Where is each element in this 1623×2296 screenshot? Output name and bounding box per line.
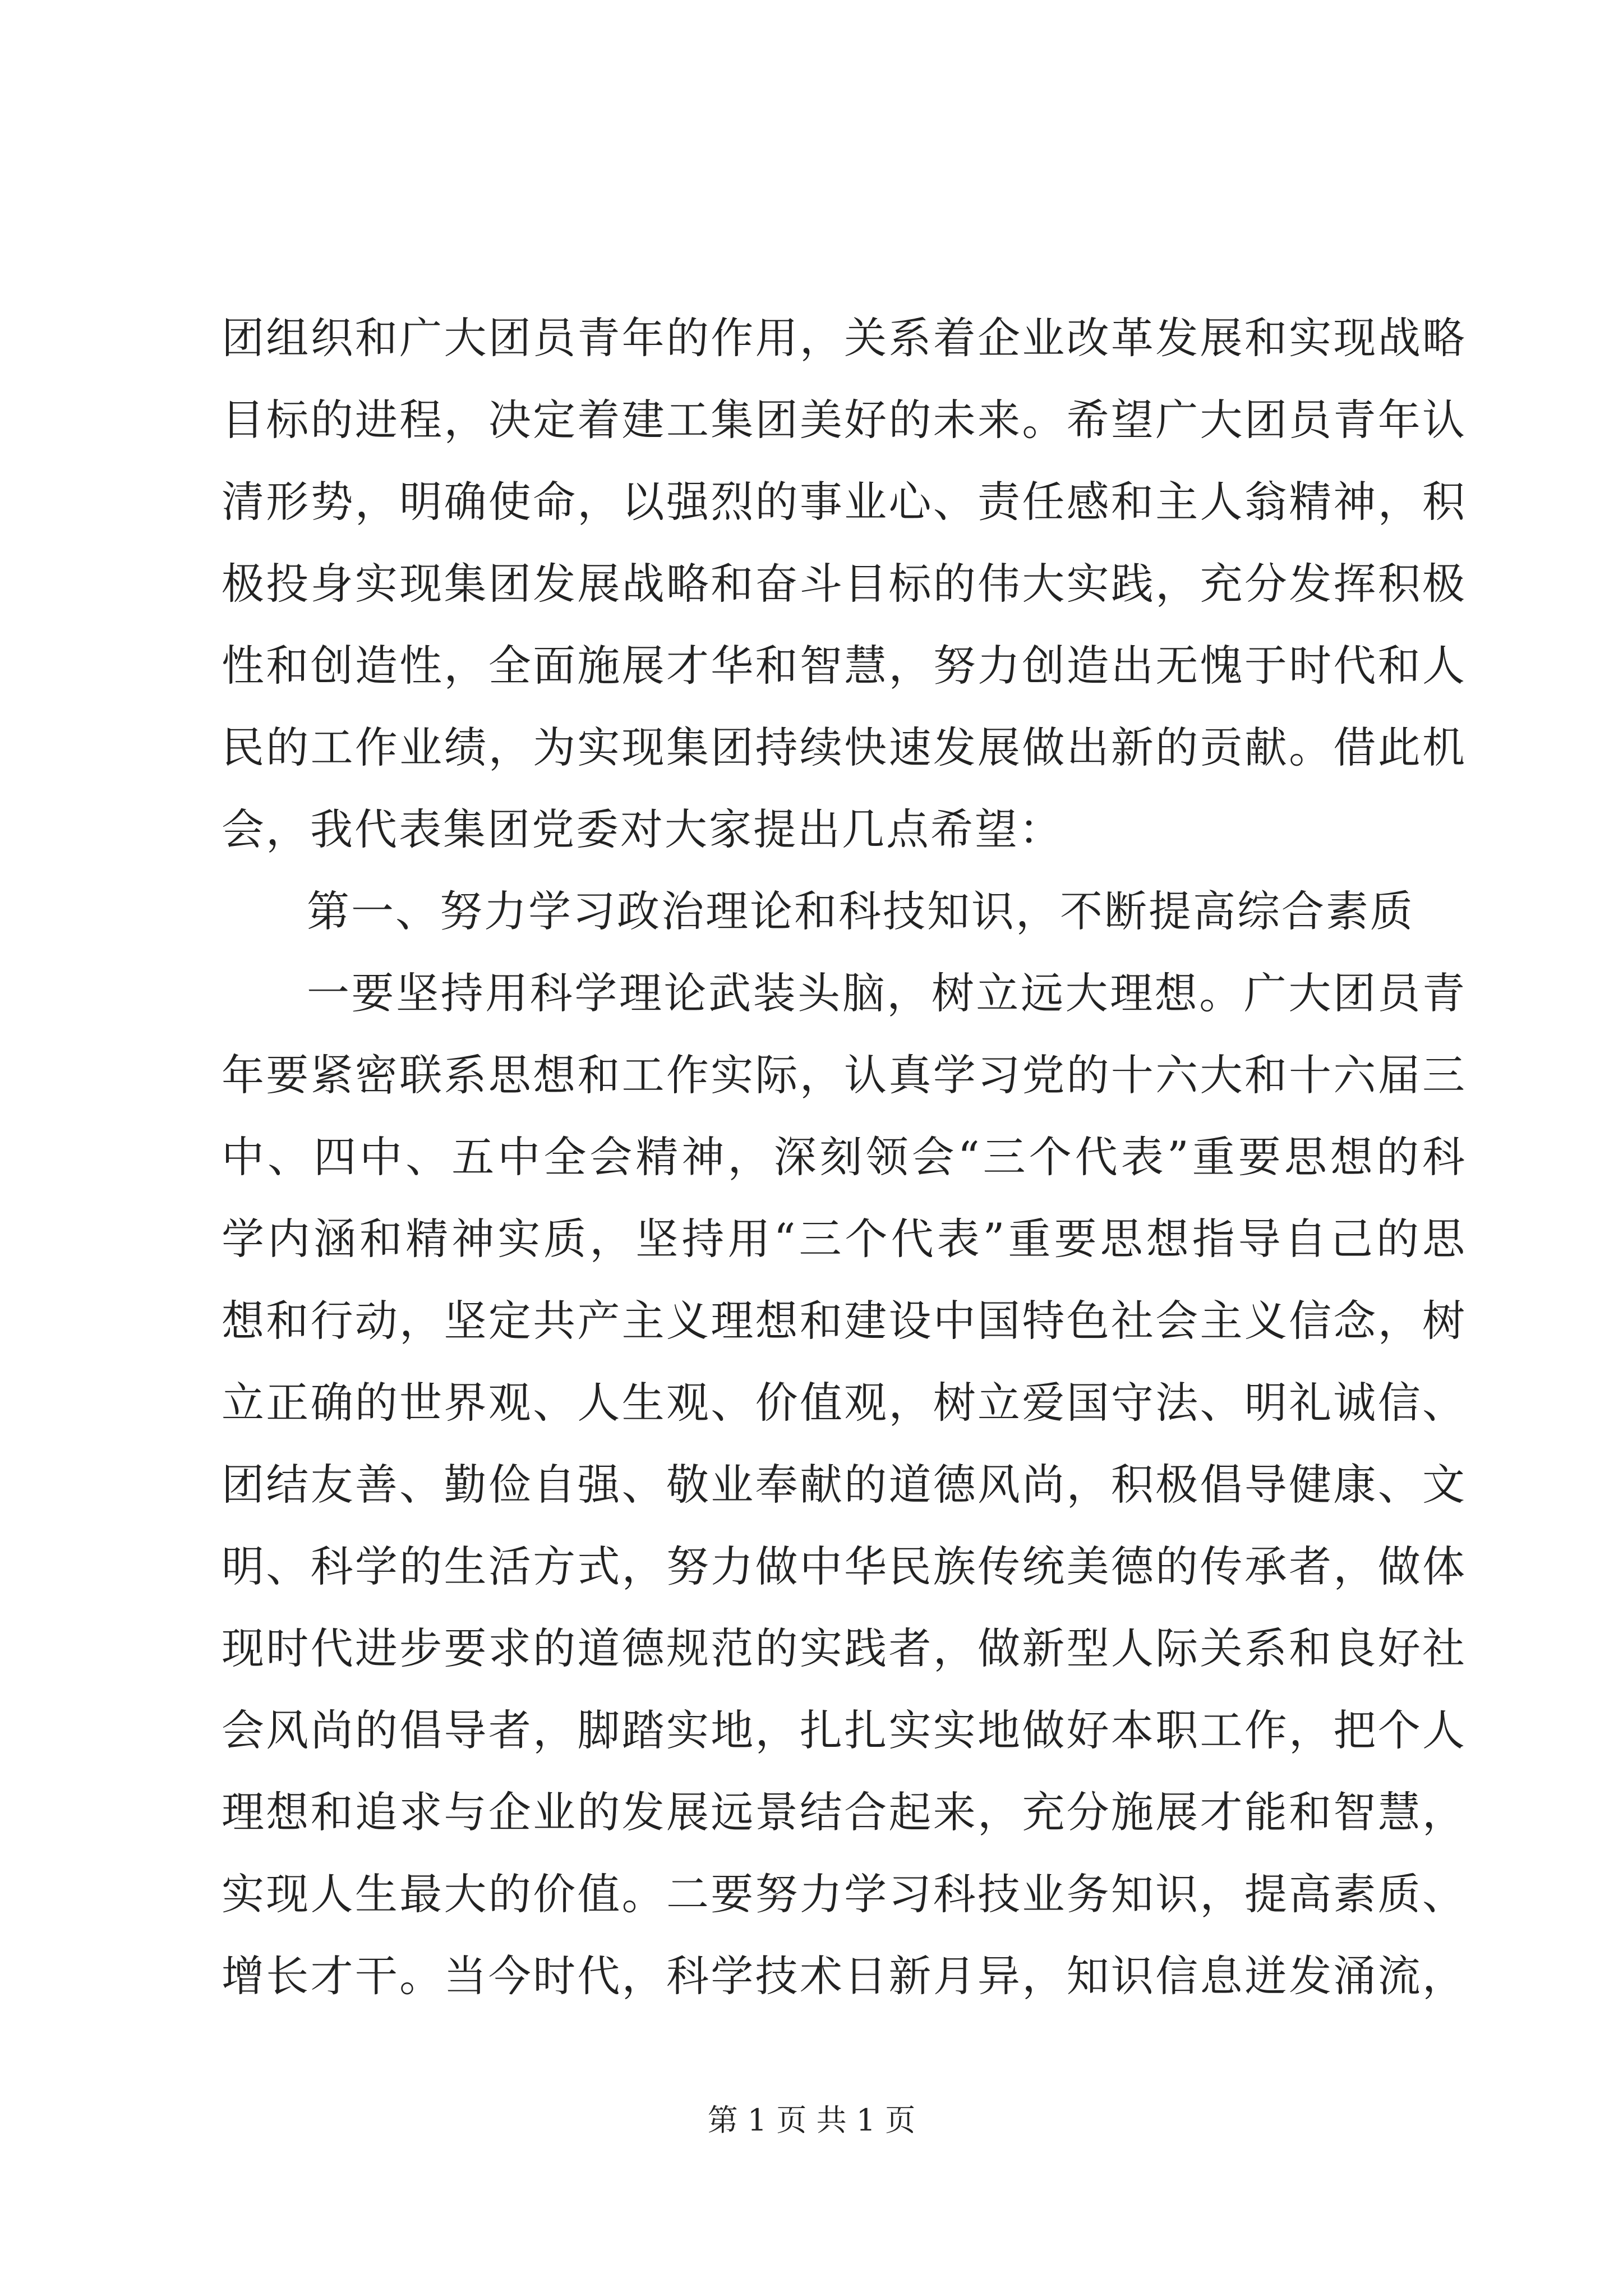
text-line: 清形势，明确使命，以强烈的事业心、责任感和主人翁精神，积 <box>222 477 1467 527</box>
text-line: 团组织和广大团员青年的作用，关系着企业改革发展和实现战略 <box>222 313 1467 363</box>
text-line: 目标的进程，决定着建工集团美好的未来。希望广大团员青年认 <box>222 395 1467 445</box>
text-line: 明、科学的生活方式，努力做中华民族传统美德的传承者，做体 <box>222 1542 1467 1591</box>
text-line: 想和行动，坚定共产主义理想和建设中国特色社会主义信念，树 <box>222 1296 1467 1346</box>
text-line: 立正确的世界观、人生观、价值观，树立爱国守法、明礼诚信、 <box>222 1378 1467 1428</box>
text-line: 团结友善、勤俭自强、敬业奉献的道德风尚，积极倡导健康、文 <box>222 1460 1467 1510</box>
text-line: 性和创造性，全面施展才华和智慧，努力创造出无愧于时代和人 <box>222 641 1467 691</box>
page-number-label: 第 1 页 共 1 页 <box>707 2102 916 2138</box>
text-line: 学内涵和精神实质，坚持用“三个代表”重要思想指导自己的思 <box>222 1214 1467 1264</box>
text-line: 年要紧密联系思想和工作实际，认真学习党的十六大和十六届三 <box>222 1050 1467 1100</box>
text-line: 中、四中、五中全会精神，深刻领会“三个代表”重要思想的科 <box>222 1132 1467 1182</box>
paragraph-first-line: 一要坚持用科学理论武装头脑，树立远大理想。广大团员青 <box>307 968 1467 1018</box>
text-line: 理想和追求与企业的发展远景结合起来，充分施展才能和智慧， <box>222 1787 1467 1837</box>
section-heading: 第一、努力学习政治理论和科技知识，不断提高综合素质 <box>307 886 1414 936</box>
text-line: 实现人生最大的价值。二要努力学习科技业务知识，提高素质、 <box>222 1869 1467 1919</box>
text-line: 增长才干。当今时代，科学技术日新月异，知识信息迸发涌流， <box>222 1951 1467 2001</box>
text-line: 现时代进步要求的道德规范的实践者，做新型人际关系和良好社 <box>222 1623 1467 1673</box>
text-line: 会，我代表集团党委对大家提出几点希望： <box>222 804 1063 854</box>
body-text <box>222 297 1467 2017</box>
text-line: 会风尚的倡导者，脚踏实地，扎扎实实地做好本职工作，把个人 <box>222 1705 1467 1755</box>
page-footer <box>0 2101 1623 2140</box>
text-line: 民的工作业绩，为实现集团持续快速发展做出新的贡献。借此机 <box>222 723 1467 772</box>
text-line: 极投身实现集团发展战略和奋斗目标的伟大实践，充分发挥积极 <box>222 559 1467 609</box>
